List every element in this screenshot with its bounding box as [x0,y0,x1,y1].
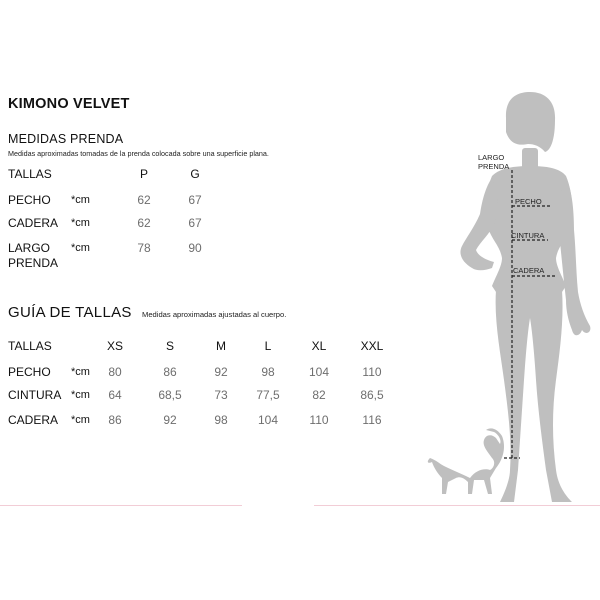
garment-cell: 78 [137,241,151,255]
figure-label-cadera: CADERA [513,266,545,275]
garment-measurements-heading: MEDIDAS PRENDA [8,132,124,146]
garment-measurements-note: Medidas aproximadas tomadas de la prenda colocada sobre una superficie plana. [8,149,269,158]
garment-row-unit: *cm [71,217,90,229]
size-guide-cell: 86 [108,413,122,427]
size-guide-cell: 92 [163,413,177,427]
size-guide-cell: 86,5 [360,388,384,402]
garment-header-size: G [190,167,200,181]
garment-row-unit: *cm [71,194,90,206]
garment-cell: 67 [188,216,202,230]
garment-row-label: PRENDA [8,256,59,270]
garment-row-label: CADERA [8,216,59,230]
size-guide-cell: 68,5 [158,388,182,402]
size-guide-row-unit: *cm [71,414,90,426]
size-guide-note: Medidas aproximadas ajustadas al cuerpo. [142,310,287,319]
figure-label-largo: LARGO [478,153,505,162]
size-guide-cell: 92 [214,365,228,379]
size-guide-cell: 82 [312,388,326,402]
size-guide-cell: 116 [362,413,382,427]
size-guide-row-unit: *cm [71,389,90,401]
size-guide-row-unit: *cm [71,366,90,378]
size-guide-cell: 104 [257,413,279,427]
size-guide-cell: 80 [108,365,122,379]
size-guide-cell: 73 [214,388,228,402]
size-guide-row-label: CINTURA [8,388,62,402]
size-guide-cell: 77,5 [256,388,280,402]
size-guide-cell: 104 [308,365,330,379]
size-guide-cell: 110 [309,413,329,427]
size-guide-header-label: TALLAS [8,339,52,353]
size-guide-cell: 110 [362,365,382,379]
garment-row-label: PECHO [8,193,51,207]
size-guide-header-size: XXL [360,339,384,353]
dog-silhouette [428,428,504,494]
product-title: KIMONO VELVET [8,96,130,112]
size-guide-cell: 98 [214,413,228,427]
size-guide-heading: GUÍA DE TALLAS [8,304,132,321]
garment-row-label: LARGO [8,241,51,255]
garment-cell: 67 [188,193,202,207]
size-guide-header-size: XL [311,339,327,353]
garment-header-size: P [139,167,148,181]
size-guide-cell: 98 [261,365,275,379]
garment-row-unit: *cm [71,242,90,254]
size-guide-cell: 86 [163,365,177,379]
size-guide-header-size: XS [106,339,123,353]
garment-header-label: TALLAS [8,167,52,181]
figure-label-pecho: PECHO [515,197,542,206]
size-guide-header-size: M [216,339,226,353]
garment-cell: 62 [137,193,151,207]
size-guide-row-label: CADERA [8,413,59,427]
size-guide-header-size: L [264,339,272,353]
garment-cell: 62 [137,216,151,230]
figure-label-prenda: PRENDA [478,162,510,171]
size-guide-header-size: S [165,339,174,353]
figure-label-cintura: CINTURA [511,231,545,240]
size-guide-cell: 64 [108,388,122,402]
size-guide-row-label: PECHO [8,365,51,379]
garment-cell: 90 [188,241,202,255]
